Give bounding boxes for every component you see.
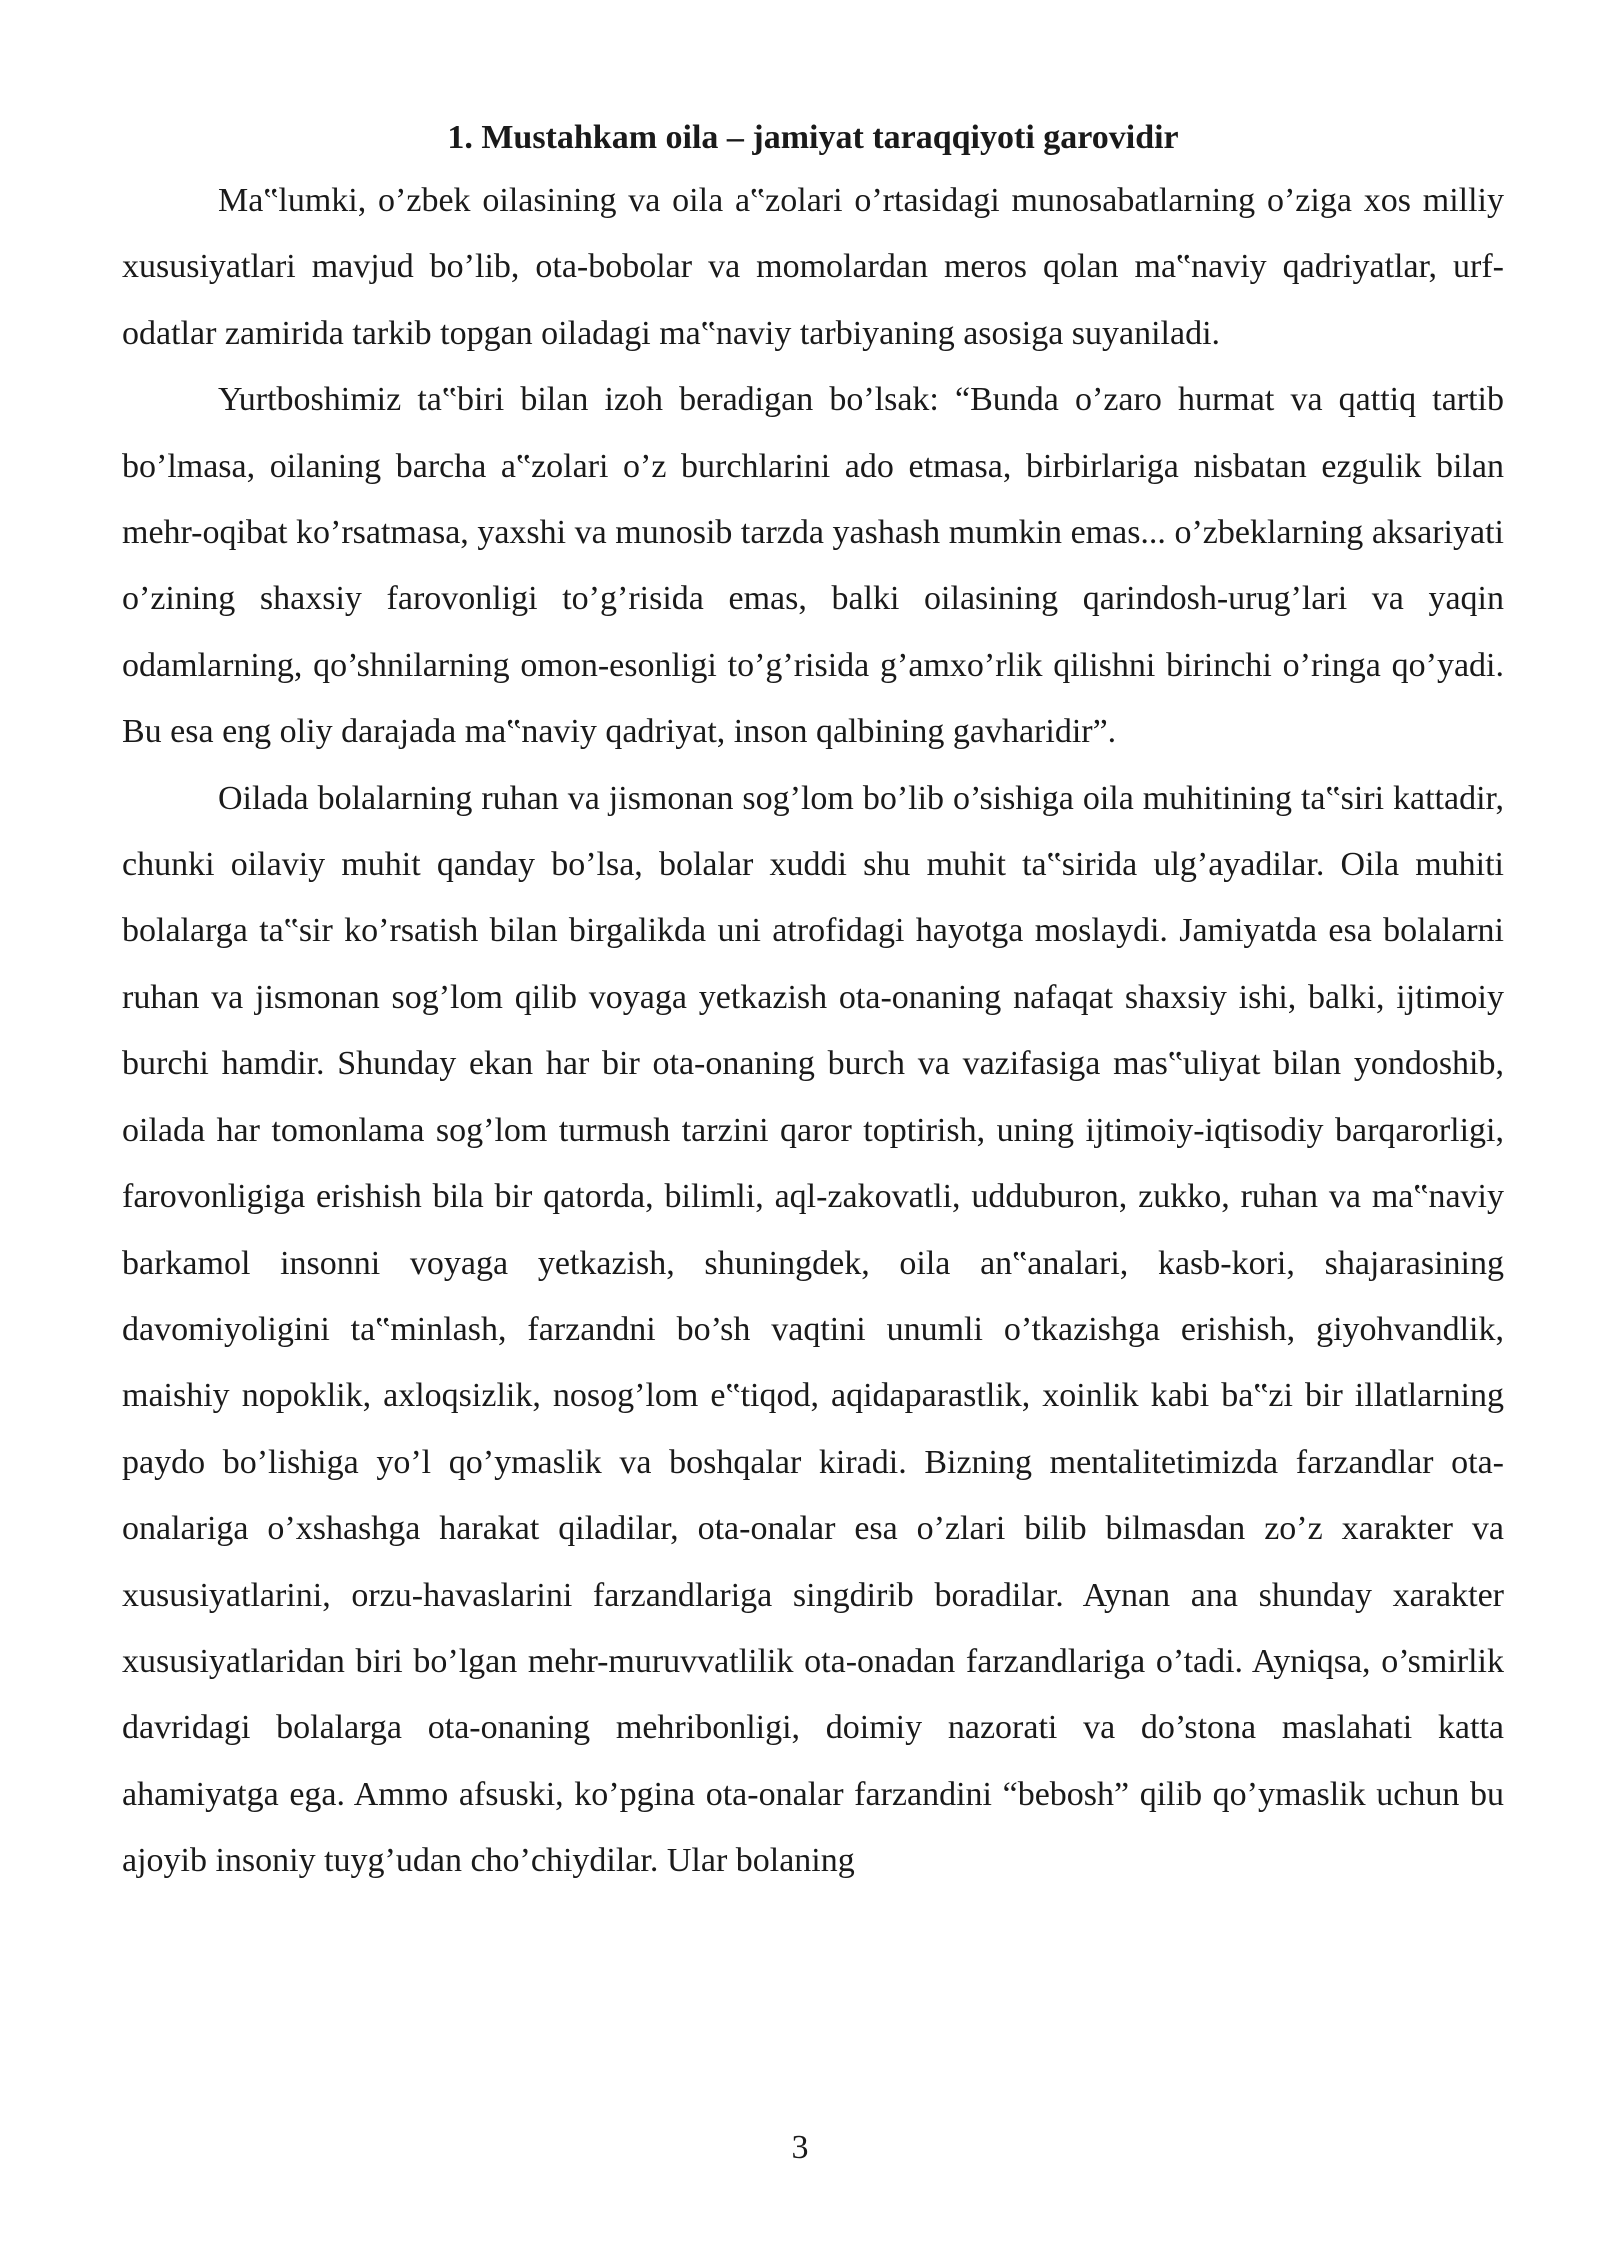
paragraph-3: Oilada bolalarning ruhan va jismonan sog’lom bo’lib o’sishiga oila muhitining ta‟siri kattadir, chunki oilaviy muhit qanday bo’lsa, bolalar xuddi shu muhit ta‟sirida ulg’ayadilar. Oila muhiti bolalarga ta‟sir ko’rsatish bilan birgalikda uni atrofidagi hayotga moslaydi. Jamiyatda esa bolalarni ruhan va jismonan sog’lom qilib voyaga yetkazish ota-onaning nafaqat shaxsiy ishi, balki, ijtimoiy burchi hamdir. Shunday ekan har bir ota-onaning burch va vazifasiga mas‟uliyat bilan yondoshib, oilada har tomonlama sog’lom turmush tarzini qaror toptirish, uning ijtimoiy-iqtisodiy barqarorligi, farovonligiga erishish bila bir qatorda, bilimli, aql-zakovatli, udduburon, zukko, ruhan va ma‟naviy barkamol insonni voyaga yetkazish, shuningdek, oila an‟analari, kasb-kori, shajarasining davomiyoligini ta‟minlash, farzandni bo’sh vaqtini unumli o’tkazishga erishish, giyohvandlik, maishiy nopoklik, axloqsizlik, nosog’lom e‟tiqod, aqidaparastlik, xoinlik kabi ba‟zi bir illatlarning paydo bo’lishiga yo’l qo’ymaslik va boshqalar kiradi. Bizning mentalitetimizda farzandlar ota-onalariga o’xshashga harakat qiladilar, ota-onalar esa o’zlari bilib bilmasdan zo’z xarakter va xususiyatlarini, orzu-havaslarini farzandlariga singdirib boradilar. Aynan ana shunday xarakter xususiyatlaridan biri bo’lgan mehr-muruvvatlilik ota-onadan farzandlariga o’tadi. Ayniqsa, o’smirlik davridagi bolalarga ota-onaning mehribonligi, doimiy nazorati va do’stona maslahati katta ahamiyatga ega. Ammo afsuski, ko’pgina ota-onalar farzandini “bebosh” qilib qo’ymaslik uchun bu ajoyib insoniy tuyg’udan cho’chiydilar. Ular bolaning	[122, 779, 1504, 1880]
paragraph-1: Ma‟lumki, o’zbek oilasining va oila a‟zolari o’rtasidagi munosabatlarning o’ziga xos milliy xususiyatlari mavjud bo’lib, ota-bobolar va momolardan meros qolan ma‟naviy qadriyatlar, urf-odatlar zamirida tarkib topgan oiladagi ma‟naviy tarbiyaning asosiga suyaniladi.	[122, 182, 1504, 352]
document-page	[122, 108, 1504, 1895]
page-number: 3	[791, 2129, 809, 2166]
section-title: 1. Mustahkam oila – jamiyat taraqqiyoti garovidir	[447, 119, 1179, 156]
paragraph-2: Yurtboshimiz ta‟biri bilan izoh beradigan bo’lsak: “Bunda o’zaro hurmat va qattiq tartib bo’lmasa, oilaning barcha a‟zolari o’z burchlarini ado etmasa, birbirlariga nisbatan ezgulik bilan mehr-oqibat ko’rsatmasa, yaxshi va munosib tarzda yashash mumkin emas... o’zbeklarning aksariyati o’zining shaxsiy farovonligi to’g’risida emas, balki oilasining qarindosh-urug’lari va yaqin odamlarning, qo’shnilarning omon-esonligi to’g’risida g’amxo’rlik qilishni birinchi o’ringa qo’yadi. Bu esa eng oliy darajada ma‟naviy qadriyat, inson qalbining gavharidir”.	[122, 381, 1504, 751]
